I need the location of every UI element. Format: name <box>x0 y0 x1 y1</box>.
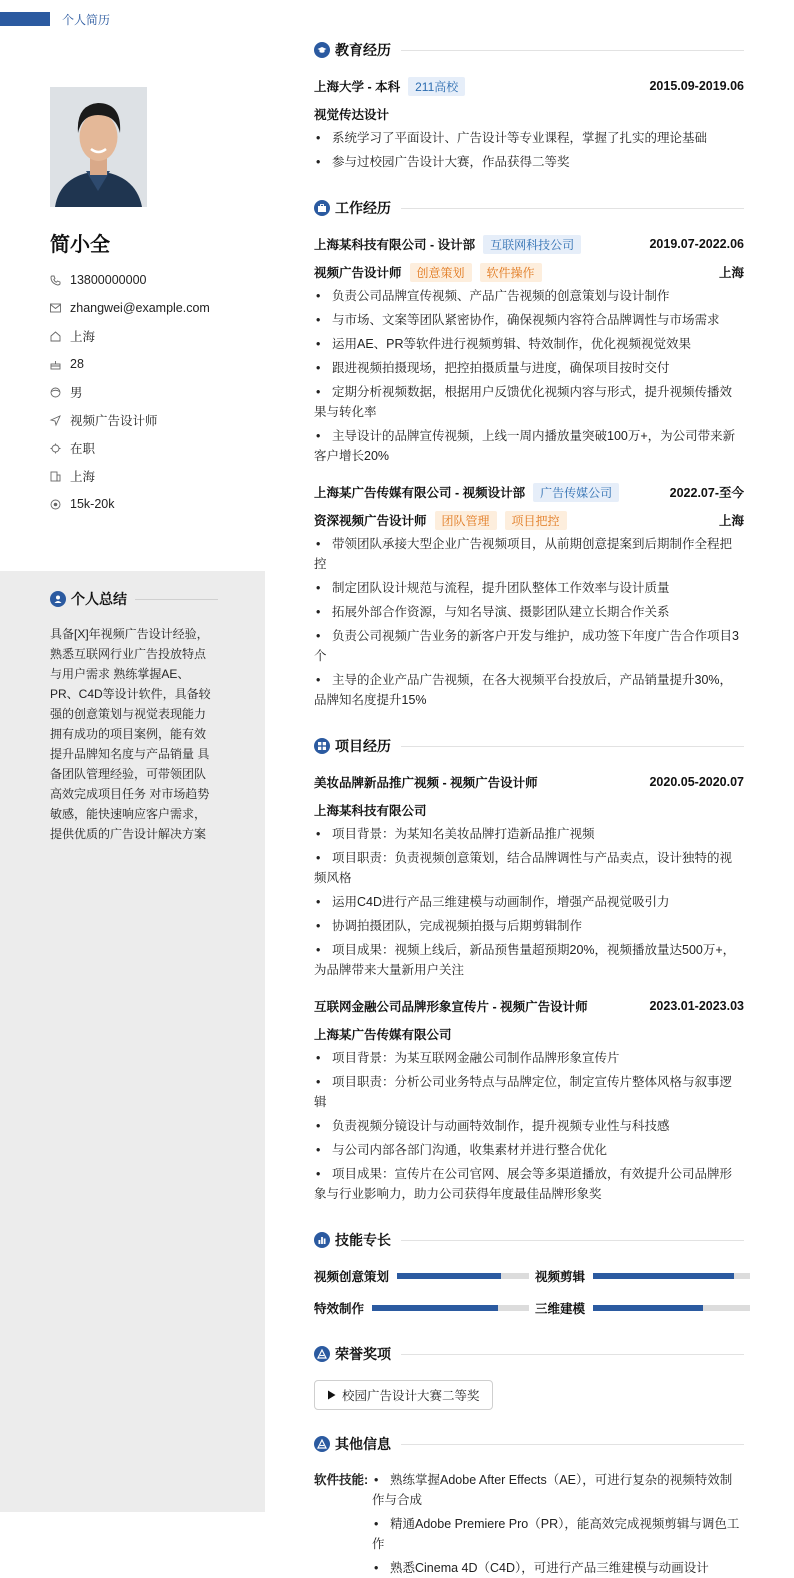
role-tag: 团队管理 <box>435 511 497 530</box>
project-bullets <box>314 824 744 980</box>
grid-icon <box>314 738 330 754</box>
home-icon <box>50 329 70 343</box>
education-row <box>314 76 744 96</box>
salary-text: 15k-20k <box>70 497 115 511</box>
header-accent-bar <box>0 12 50 26</box>
summary-title: 个人总结 <box>71 591 127 607</box>
project-row <box>314 772 744 792</box>
projects-heading <box>314 736 744 756</box>
skill-item <box>535 1266 750 1286</box>
section-divider <box>401 1444 744 1445</box>
major: 视觉传达设计 <box>314 108 390 122</box>
coin-icon <box>50 497 70 511</box>
cake-icon <box>50 357 70 371</box>
list-item: • 主导设计的品牌宣传视频，上线一周内播放量突破100万+，为公司带来新客户增长20% <box>314 426 744 466</box>
software-skills-label: 软件技能: <box>314 1473 369 1487</box>
skill-item <box>314 1266 529 1286</box>
project-company-row <box>314 1024 744 1044</box>
skill-bar-fill <box>593 1305 703 1311</box>
section-divider <box>401 50 744 51</box>
skill-item <box>314 1298 529 1318</box>
section-divider <box>401 746 744 747</box>
role-tag: 软件操作 <box>480 263 542 282</box>
project-name: 互联网金融公司品牌形象宣传片 - 视频广告设计师 <box>314 1000 588 1014</box>
project-row <box>314 996 744 1016</box>
projects-title: 项目经历 <box>335 738 391 754</box>
list-item: • 项目成果：宣传片在公司官网、展会等多渠道播放，有效提升公司品牌形象与行业影响力，助力公司获得年度最佳品牌形象奖 <box>314 1164 744 1204</box>
school-tag: 211高校 <box>408 77 465 96</box>
skill-name: 特效制作 <box>314 1302 365 1316</box>
education-heading <box>314 40 744 60</box>
awards-title: 荣誉奖项 <box>335 1346 391 1362</box>
skills-grid <box>314 1266 749 1318</box>
role-row <box>314 262 744 282</box>
other-title: 其他信息 <box>335 1436 391 1452</box>
skill-bar <box>593 1273 750 1279</box>
software-skills-bullets <box>372 1466 744 1578</box>
candidate-name: 简小全 <box>50 234 110 256</box>
list-item: • 协调拍摄团队，完成视频拍摄与后期剪辑制作 <box>314 916 744 936</box>
list-item: • 制定团队设计规范与流程，提升团队整体工作效率与设计质量 <box>314 578 744 598</box>
gender-icon <box>50 385 70 399</box>
list-item: • 系统学习了平面设计、广告设计等专业课程，掌握了扎实的理论基础 <box>314 128 744 148</box>
phone-icon <box>50 273 70 287</box>
list-item: • 项目成果：视频上线后，新品预售量超预期20%，视频播放量达500万+，为品牌带来大量新用户关注 <box>314 940 744 980</box>
avatar <box>50 87 147 207</box>
award-label: 校园广告设计大赛二等奖 <box>342 1389 480 1403</box>
company-name: 上海某广告传媒有限公司 - 视频设计部 <box>314 486 526 500</box>
skill-item <box>535 1298 750 1318</box>
info-location <box>50 322 260 350</box>
education-period: 2015.09-2019.06 <box>649 79 744 93</box>
education-title: 教育经历 <box>335 42 391 58</box>
role-title: 资深视频广告设计师 <box>314 514 427 528</box>
job-period: 2019.07-2022.06 <box>649 237 744 251</box>
mail-icon <box>50 301 70 315</box>
section-divider <box>401 1240 744 1241</box>
gender-text: 男 <box>70 386 83 400</box>
info-icon <box>314 1436 330 1452</box>
triangle-right-icon <box>327 1390 336 1400</box>
job-period: 2022.07-至今 <box>669 486 744 500</box>
info-email <box>50 294 260 322</box>
target-city-text: 上海 <box>70 470 96 484</box>
list-item: • 熟悉Cinema 4D（C4D），可进行产品三维建模与动画设计 <box>372 1558 744 1578</box>
project-period: 2020.05-2020.07 <box>649 775 744 789</box>
list-item: • 项目职责：分析公司业务特点与品牌定位，制定宣传片整体风格与叙事逻辑 <box>314 1072 744 1112</box>
list-item: • 定期分析视频数据，根据用户反馈优化视频内容与形式，提升视频传播效果与转化率 <box>314 382 744 422</box>
role-title: 视频广告设计师 <box>314 266 402 280</box>
role-tag: 项目把控 <box>505 511 567 530</box>
user-icon <box>50 591 66 607</box>
software-skills <box>314 1470 744 1578</box>
role-tag: 创意策划 <box>410 263 472 282</box>
section-divider <box>401 1354 744 1355</box>
skill-bar <box>372 1305 529 1311</box>
list-item: • 负责视频分镜设计与动画特效制作，提升视频专业性与科技感 <box>314 1116 744 1136</box>
page-title: 个人简历 <box>62 13 111 27</box>
email-text: zhangwei@example.com <box>70 301 210 315</box>
contact-info <box>50 266 260 518</box>
job-row <box>314 234 744 254</box>
project-company: 上海某科技有限公司 <box>314 804 427 818</box>
school-name: 上海大学 - 本科 <box>314 80 401 94</box>
section-divider <box>401 208 744 209</box>
company-tag: 广告传媒公司 <box>533 483 619 502</box>
list-item: • 带领团队承接大型企业广告视频项目，从前期创意提案到后期制作全程把控 <box>314 534 744 574</box>
phone-text: 13800000000 <box>70 273 147 287</box>
skill-name: 三维建模 <box>535 1302 586 1316</box>
job-row <box>314 482 744 502</box>
project-period: 2023.01-2023.03 <box>649 999 744 1013</box>
project-company: 上海某广告传媒有限公司 <box>314 1028 452 1042</box>
skills-title: 技能专长 <box>335 1232 391 1248</box>
list-item: • 与公司内部各部门沟通，收集素材并进行整合优化 <box>314 1140 744 1160</box>
education-bullets <box>314 128 744 172</box>
summary-heading <box>50 589 218 609</box>
skill-name: 视频创意策划 <box>314 1270 390 1284</box>
status-text: 在职 <box>70 442 96 456</box>
info-age <box>50 350 260 378</box>
project-company-row <box>314 800 744 820</box>
project-name: 美妆品牌新品推广视频 - 视频广告设计师 <box>314 776 538 790</box>
info-gender <box>50 378 260 406</box>
summary-divider <box>135 599 218 600</box>
position-text: 视频广告设计师 <box>70 414 158 428</box>
list-item: • 项目背景：为某互联网金融公司制作品牌形象宣传片 <box>314 1048 744 1068</box>
skill-bar-fill <box>593 1273 734 1279</box>
summary-text: 具备[X]年视频广告设计经验，熟悉互联网行业广告投放特点与用户需求 熟练掌握AE、PR、C4D等设计软件，具备较强的创意策划与视觉表现能力 拥有成功的项目案例，能有效提升品牌知名度与产品销量 具备团队管理经验，可带领团队高效完成项目任务 对市场趋势敏感，能快速响应客户需求，提供优质的广告设计解决方案 <box>50 627 211 841</box>
skill-bar-fill <box>372 1305 498 1311</box>
list-item: • 负责公司视频广告业务的新客户开发与维护，成功签下年度广告合作项目3个 <box>314 626 744 666</box>
company-tag: 互联网科技公司 <box>483 235 581 254</box>
status-icon <box>50 441 70 455</box>
other-heading <box>314 1434 744 1454</box>
work-heading <box>314 198 744 218</box>
skill-bar <box>593 1305 750 1311</box>
list-item: • 熟练掌握Adobe After Effects（AE），可进行复杂的视频特效制作与合成 <box>372 1470 744 1510</box>
list-item: • 拓展外部合作资源，与知名导演、摄影团队建立长期合作关系 <box>314 602 744 622</box>
list-item: • 跟进视频拍摄现场，把控拍摄质量与进度，确保项目按时交付 <box>314 358 744 378</box>
skills-heading <box>314 1230 744 1250</box>
job-bullets <box>314 534 744 710</box>
company-name: 上海某科技有限公司 - 设计部 <box>314 238 476 252</box>
main-content <box>314 40 744 1578</box>
job-city: 上海 <box>718 514 744 528</box>
list-item: • 参与过校园广告设计大赛，作品获得二等奖 <box>314 152 744 172</box>
list-item: • 运用AE、PR等软件进行视频剪辑、特效制作，优化视频视觉效果 <box>314 334 744 354</box>
job-bullets <box>314 286 744 466</box>
award-icon <box>314 1346 330 1362</box>
list-item: • 精通Adobe Premiere Pro（PR），能高效完成视频剪辑与调色工作 <box>372 1514 744 1554</box>
bar-chart-icon <box>314 1232 330 1248</box>
skill-bar <box>397 1273 529 1279</box>
project-bullets <box>314 1048 744 1204</box>
list-item: • 主导的企业产品广告视频，在各大视频平台投放后，产品销量提升30%，品牌知名度提升15% <box>314 670 744 710</box>
role-row <box>314 510 744 530</box>
awards-list <box>314 1380 744 1410</box>
skill-name: 视频剪辑 <box>535 1270 586 1284</box>
list-item: • 负责公司品牌宣传视频、产品广告视频的创意策划与设计制作 <box>314 286 744 306</box>
graduation-cap-icon <box>314 42 330 58</box>
list-item: • 运用C4D进行产品三维建模与动画制作，增强产品视觉吸引力 <box>314 892 744 912</box>
briefcase-icon <box>314 200 330 216</box>
age-text: 28 <box>70 357 84 371</box>
skill-bar-fill <box>397 1273 501 1279</box>
send-icon <box>50 413 70 427</box>
info-status <box>50 434 260 462</box>
major-row <box>314 104 744 124</box>
list-item: • 项目背景：为某知名美妆品牌打造新品推广视频 <box>314 824 744 844</box>
building-icon <box>50 469 70 483</box>
list-item: • 与市场、文案等团队紧密协作，确保视频内容符合品牌调性与市场需求 <box>314 310 744 330</box>
awards-heading <box>314 1344 744 1364</box>
award-item <box>314 1380 493 1410</box>
info-target-city <box>50 462 260 490</box>
info-position <box>50 406 260 434</box>
work-title: 工作经历 <box>335 200 391 216</box>
info-phone <box>50 266 260 294</box>
list-item: • 项目职责：负责视频创意策划，结合品牌调性与产品卖点，设计独特的视频风格 <box>314 848 744 888</box>
info-salary <box>50 490 260 518</box>
location-text: 上海 <box>70 330 96 344</box>
job-city: 上海 <box>718 266 744 280</box>
